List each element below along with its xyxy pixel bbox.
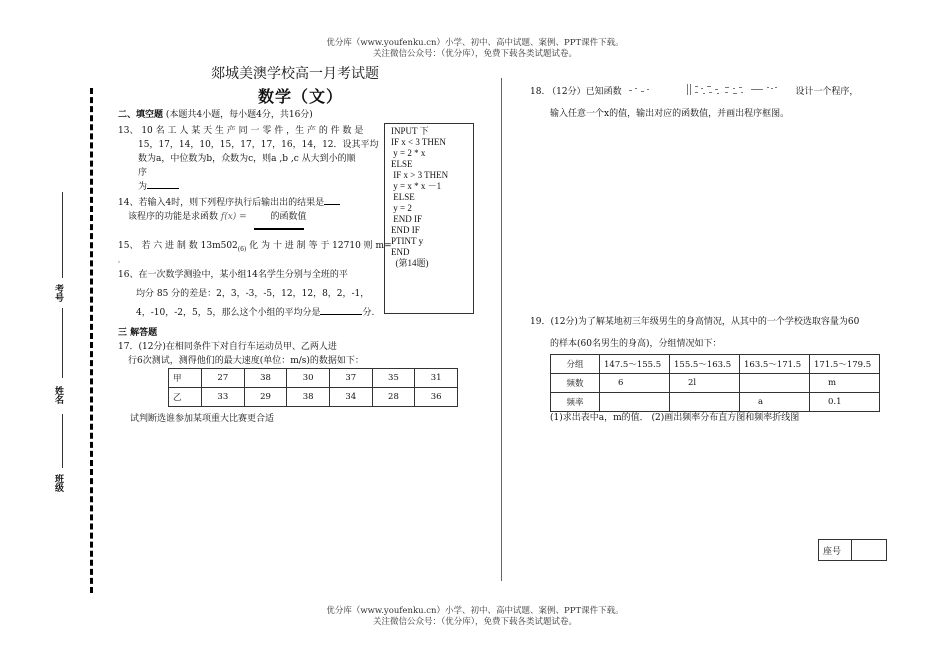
exam-no-blank — [62, 192, 63, 278]
q14-answer-blank-1[interactable] — [324, 204, 340, 205]
q17-line-1: 17．(12分)在相同条件下对自行车运动员甲、乙两人进 — [118, 342, 337, 352]
question-16 — [118, 266, 374, 323]
table-cell: 155.5～163.5 — [670, 355, 740, 374]
code-caption: (第14题) — [391, 258, 429, 268]
table-cell: 29 — [244, 388, 287, 407]
q13-line-2: 15，17，14，10，15，17，17，16，14，12．设其平均 — [138, 140, 379, 150]
page-header — [0, 38, 950, 60]
table-cell: 36 — [415, 388, 458, 407]
question-19 — [530, 315, 859, 351]
section-2-note: (本题共4小题，每小题4分，共16分) — [165, 110, 313, 120]
q18-line-1b: 设计一个程序， — [795, 87, 859, 97]
table-cell: 34 — [329, 388, 372, 407]
table-row — [551, 393, 880, 412]
table-cell: 38 — [244, 369, 287, 388]
q17-question: 试判断选谁参加某项重大比赛更合适 — [130, 414, 275, 424]
code-line: END IF — [391, 225, 420, 235]
table-cell — [670, 393, 740, 412]
code-line: IF x > 3 THEN — [391, 170, 449, 180]
q16-line-1: 16、在一次数学测验中，某小组14名学生分别与全班的平 — [118, 270, 348, 280]
footer-line-2: 关注微信公众号：（优分库），免费下载各类试题试卷。 — [372, 617, 577, 627]
header-line-2: 关注微信公众号：（优分库），免费下载各类试题试卷。 — [372, 49, 577, 59]
class-blank — [62, 414, 63, 468]
table-cell: 乙 — [169, 388, 202, 407]
q14-line-2b: 的函数值 — [270, 212, 307, 222]
table-cell: 甲 — [169, 369, 202, 388]
q19-parts: (1)求出表中a，m的值． (2)画出频率分布直方图和频率折线图 — [550, 413, 800, 423]
question-15 — [118, 239, 392, 265]
q16-line-3: 4，-10，-2，5，5，那么这个小组的平均分是 — [136, 308, 321, 318]
table-row — [169, 388, 458, 407]
code-line: INPUT 下 — [391, 126, 429, 136]
program-box — [384, 123, 474, 314]
q15-base: (6) — [237, 245, 247, 253]
q14-answer-blank-2[interactable] — [254, 228, 304, 230]
code-line: END IF — [391, 214, 422, 224]
question-13 — [118, 124, 379, 194]
section-2-header — [118, 108, 313, 122]
table-cell: 频率 — [551, 393, 600, 412]
seat-label: 座号 — [819, 540, 852, 561]
question-14 — [118, 196, 340, 224]
table-cell: 28 — [372, 388, 415, 407]
footer-line-1: 优分库（www.youfenku.cn）小学、初中、高中试题、案例、PPT课件下载。 — [326, 606, 624, 616]
binding-line — [90, 88, 93, 593]
class-label: 班级 — [53, 474, 63, 492]
table-cell: 31 — [415, 369, 458, 388]
q15-line-1: 15、 若 六 进 制 数 13m502 — [118, 241, 238, 251]
q13-line-1: 13、 10 名 工 人 某 天 生 产 同 一 零 件 ，生 产 的 件 数 是 — [118, 126, 364, 136]
q19-table — [550, 354, 880, 412]
q13-line-5: 为 — [138, 182, 148, 192]
question-18 — [530, 82, 858, 101]
q14-line-1: 14、若输入4时，则下列程序执行后输出出的结果是 — [118, 198, 325, 208]
q17-line-2: 行6次测试，测得他们的最大速度(单位：m/s)的数据如下： — [128, 356, 364, 366]
q13-line-4: 序 — [138, 168, 148, 178]
code-line: y = x * x －1 — [391, 181, 442, 191]
question-17 — [118, 340, 364, 368]
q18-function-image — [625, 82, 793, 101]
section-3-heading: 三 解答题 — [118, 328, 158, 338]
q17-table — [168, 368, 458, 407]
exam-title: 郯城美澳学校高一月考试题 — [211, 66, 379, 82]
table-cell: 6 — [600, 374, 670, 393]
column-divider — [501, 78, 502, 581]
table-cell: 147.5～155.5 — [600, 355, 670, 374]
seat-number-box — [818, 539, 887, 561]
table-cell: 2l — [670, 374, 740, 393]
q19-line-2: 的样本(60名男生的身高)，分组情况如下： — [550, 339, 722, 349]
code-line: IF x < 3 THEN — [391, 137, 446, 147]
table-cell: 37 — [329, 369, 372, 388]
name-label: 姓名 — [53, 386, 63, 404]
table-row — [169, 369, 458, 388]
table-cell — [600, 393, 670, 412]
q16-answer-blank[interactable] — [320, 314, 362, 315]
name-blank — [62, 308, 63, 378]
q14-line-2a: 该程序的功能是求函数 — [128, 212, 219, 222]
table-row — [819, 540, 887, 561]
table-cell: 171.5～179.5 — [810, 355, 880, 374]
code-line: ELSE — [391, 159, 413, 169]
code-line: y = 2 * x — [391, 148, 426, 158]
table-cell: 频数 — [551, 374, 600, 393]
table-cell: 27 — [202, 369, 245, 388]
table-cell — [740, 374, 810, 393]
table-cell: 35 — [372, 369, 415, 388]
q15-line-2: ， — [118, 256, 125, 264]
code-line: ELSE — [391, 192, 415, 202]
table-cell: m — [810, 374, 880, 393]
q15-line-1b: 化 为 十 进 制 等 于 12710 则 m= — [246, 241, 392, 251]
header-line-1: 优分库（www.youfenku.cn）小学、初中、高中试题、案例、PPT课件下载。 — [326, 38, 624, 48]
q13-line-3: 数为a，中位数为b，众数为c，则a ,b ,c 从大到小的顺 — [138, 154, 356, 164]
seat-value-field[interactable] — [852, 540, 887, 561]
q14-function: f(x) = — [220, 212, 247, 222]
q16-line-3b: 分. — [362, 308, 375, 318]
table-cell: 0.1 — [810, 393, 880, 412]
q16-line-2: 均分 85 分的差是：2，3，-3，-5，12，12，8，2，-1， — [136, 289, 370, 299]
code-line: END — [391, 247, 410, 257]
q13-answer-blank[interactable] — [147, 188, 179, 189]
table-cell: a — [740, 393, 810, 412]
code-line: y = 2 — [391, 203, 412, 213]
table-cell: 30 — [287, 369, 330, 388]
exam-no-label: 考号 — [53, 284, 63, 302]
table-row — [551, 355, 880, 374]
q18-line-2: 输入任意一个x的值，输出对应的函数值，并画出程序框图。 — [550, 109, 790, 119]
q19-line-1: 19．(12分)为了解某地初三年级男生的身高情况，从其中的一个学校选取容量为60 — [530, 317, 860, 327]
table-cell: 38 — [287, 388, 330, 407]
exam-subject: 数学（文） — [258, 87, 344, 106]
table-cell: 163.5～171.5 — [740, 355, 810, 374]
section-2-heading: 二、填空题 — [118, 110, 164, 120]
page-footer — [0, 606, 950, 628]
q18-line-1a: 18. （12分）已知函数 — [530, 87, 622, 97]
code-line: PTINT y — [391, 236, 424, 246]
table-cell: 33 — [202, 388, 245, 407]
table-cell: 分组 — [551, 355, 600, 374]
table-row — [551, 374, 880, 393]
